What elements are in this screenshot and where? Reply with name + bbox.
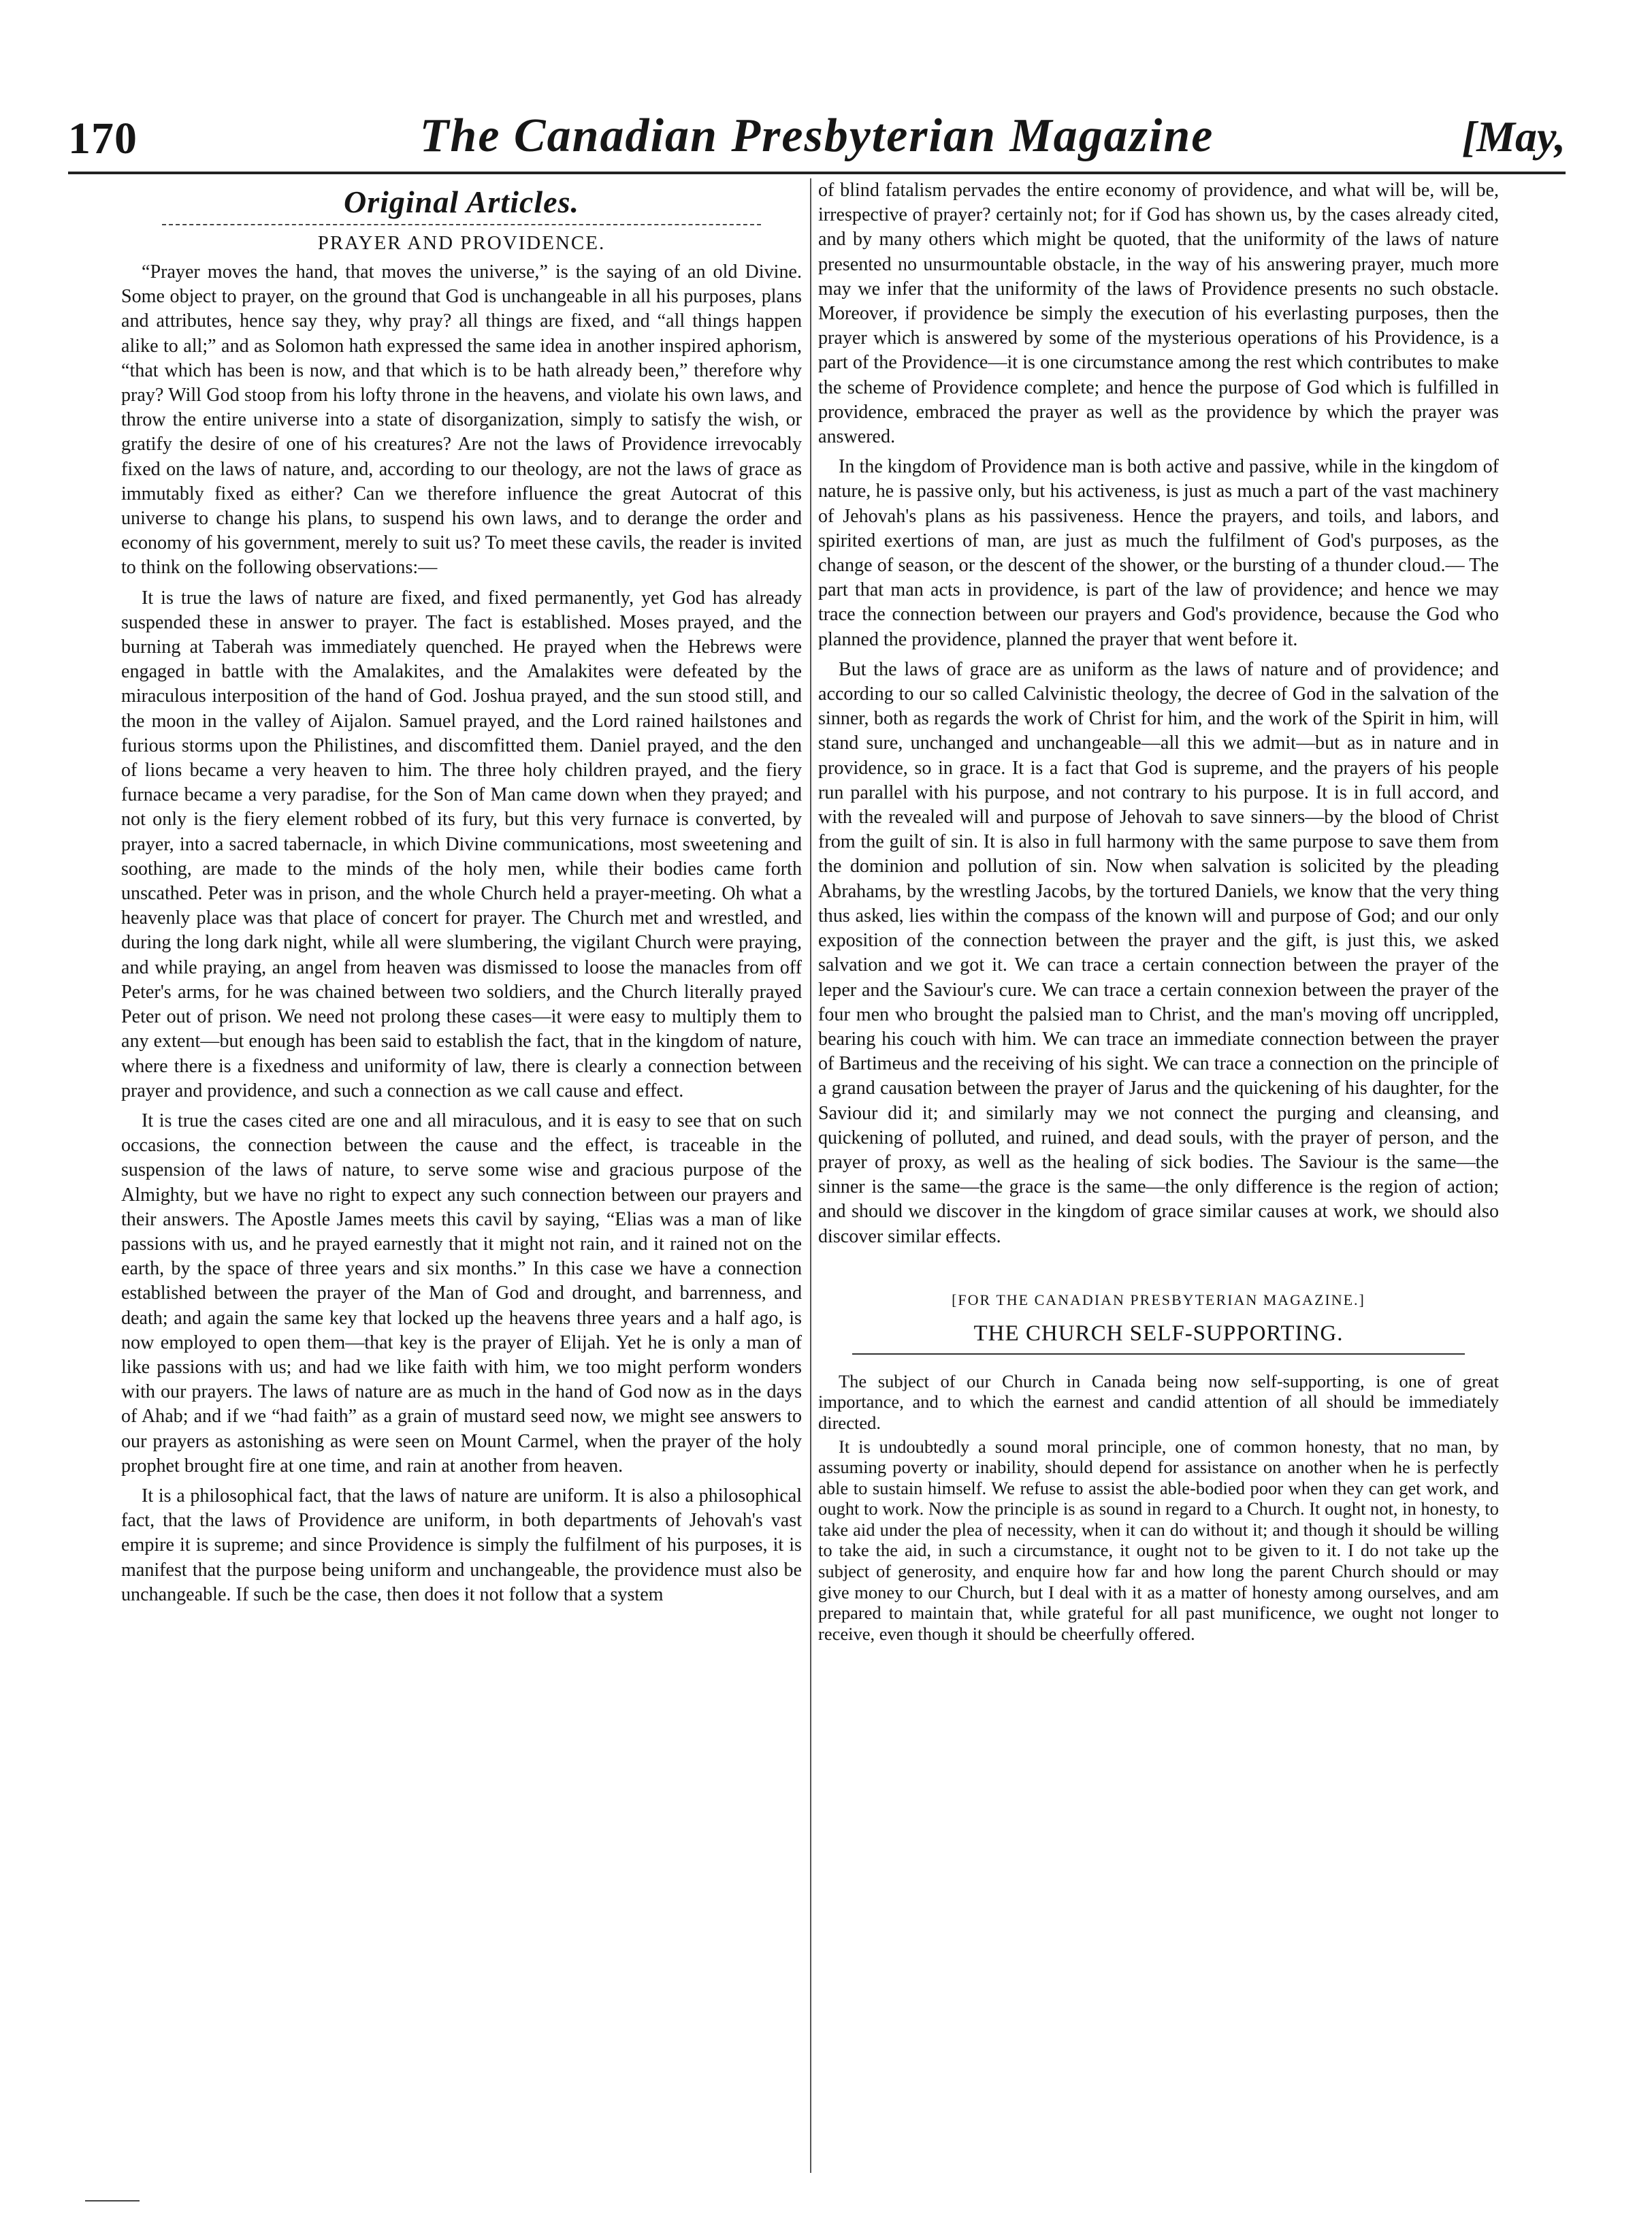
column-divider bbox=[810, 178, 811, 2173]
article-title: THE CHURCH SELF-SUPPORTING. bbox=[973, 1321, 1344, 1346]
article-paragraph: In the kingdom of Providence man is both active and passive, while in the kingdom of nature, he is passive only, but his activeness, is just as much a part of the vast machinery of Jehovah's plans as his passiveness. Hence the prayers, and toils, and labors, and spirited exertions of man, are just as much the fulfilment of God's purposes, as the change of season, or the descent of the shower, or the bursting of a thunder cloud.— The part that man acts in providence, is part of the law of providence; and hence we may trace the connection between our prayers and God's providence, because the God who planned the providence, planned the prayer that went before it. bbox=[818, 456, 1499, 650]
article-paragraph: But the laws of grace are as uniform as the laws of nature and of providence; and according to our so called Calvinistic theology, the decree of God in the salvation of the sinner, both as regards the work of Christ for him, and the work of the Spirit in him, will stand sure, unchanged and unchangeable—all this we admit—but as in nature and in providence, so in grace. It is a fact that God is supreme, and the prayers of his people run parallel with his purpose, and not contrary to his purpose. It is in full accord, and with the revealed will and purpose of Jehovah to save sinners—by the blood of Christ from the guilt of sin. It is also in full harmony with the same purpose to save them from the dominion and pollution of sin. Now when salvation is solicited by the pleading Abrahams, by the wrestling Jacobs, by the tortured Daniels, we know that the very thing thus asked, lies within the compass of the known will and purpose of God; and our only exposition of the connection between the prayer and the gift, is just this, we asked salvation and we got it. We can trace a certain connection between the prayer of the leper and the Saviour's cure. We can trace a certain connexion between the prayer of the four men who brought the palsied man to Christ, and the man's moving off uncrippled, bearing his couch with him. We can trace an immediate connection between the prayer of Bartimeus and the receiving of his sight. We can trace a connection on the principle of a grand causation between the prayer of Jarus and the quickening of his daughter, for the Saviour did it; and similarly may we not connect the purging and cleansing, and quickening of polluted, and ruined, and dead souls, with the prayer of person, and the prayer of proxy, as well as the healing of sick bodies. The Saviour is the same—the sinner is the same—the grace is the same—the only difference is the region of action; and should we discover in the kingdom of grace similar causes at work, we should also discover similar effects. bbox=[818, 658, 1499, 1247]
footer-mark bbox=[85, 2200, 140, 2201]
page-header bbox=[68, 109, 1566, 170]
title-rule bbox=[852, 1353, 1465, 1355]
article-paragraph: of blind fatalism pervades the entire economy of providence, and what will be, will be, irrespective of prayer? certainly not; for if God has shown us, by the cases already cited, and by many others which might be quoted, that the uniformity of the laws of nature presented no unsurmountable obstacle, in the way of his answering prayer, much more may we infer that the uniformity of the laws of Providence presents no such obstacle. Moreover, if providence be simply the execution of his everlasting purposes, then the prayer which is answered by some of the mysterious operations of his Providence, is a part of the Providence—it is one circumstance among the rest which contributes to make the scheme of Providence complete; and hence the purpose of God which is fulfilled in providence, embraced the prayer as well as the providence by which the prayer was answered. bbox=[818, 180, 1499, 448]
header-rule bbox=[68, 172, 1566, 174]
page-number: 170 bbox=[68, 114, 137, 163]
article-title: PRAYER AND PROVIDENCE. bbox=[317, 232, 606, 254]
article-paragraph: It is true the cases cited are one and all miraculous, and it is easy to see that on such occasions, the connection between the cause and the effect, is traceable in the suspension of the laws of nature, to serve some wise and gracious purpose of the Almighty, but we have no right to expect any such connection between our prayers and their answers. The Apostle James meets this cavil by saying, “Elias was a man of like passions with us, and he prayed earnestly that it might not rain, and it rained not on the earth, by the space of three years and six months.” In this case we have a connection established between the prayer of the Man of God and drought, and barrenness, and death; and again the same key that locked up the heavens three years and a half ago, is now employed to open them—that key is the prayer of Elijah. Yet he is only a man of like passions with us; and had we like faith with him, we too might perform wonders with our prayers. The laws of nature are as much in the hand of God now as in the days of Ahab; and if we “had faith” as a grain of mustard seed now, we might see answers to our prayers as astonishing as were seen on Mount Carmel, when the prayer of the holy prophet brought fire at one time, and rain at another from heaven. bbox=[121, 1110, 802, 1477]
section-heading: Original Articles. bbox=[344, 184, 579, 219]
right-column bbox=[818, 178, 1499, 1647]
article-credit: [FOR THE CANADIAN PRESBYTERIAN MAGAZINE.] bbox=[952, 1291, 1365, 1308]
article-paragraph: The subject of our Church in Canada being now self-supporting, is one of great importance, and to which the earnest and candid attention of all should be immediately directed. bbox=[818, 1370, 1499, 1433]
article-paragraph: It is a philosophical fact, that the laws of nature are uniform. It is also a philosophical fact, that the laws of Providence are uniform, in both departments of Jehovah's vast empire it is supreme; and since Providence is simply the fulfilment of his purposes, it is manifest that the purpose being uniform and unchangeable, the providence must also be unchangeable. If such be the case, then does it not follow that a system bbox=[121, 1485, 802, 1605]
issue-month: [May, bbox=[1461, 112, 1566, 161]
article-paragraph: It is undoubtedly a sound moral principle, one of common honesty, that no man, by assuming poverty or inability, should depend for assistance on another when he is perfectly able to sustain himself. We refuse to assist the able-bodied poor when they can get work, and ought to work. Now the principle is as sound in regard to a Church. It ought not, in honesty, to take aid under the plea of necessity, when it can do without it; and though it should be willing to take the aid, in such a circumstance, it ought not to be given to it. I do not take up the subject of generosity, and enquire how far and how long the parent Church should or may give money to our Church, but I deal with it as a matter of honesty among ourselves, and am prepared to maintain that, while grateful for all past munificence, we ought not longer to receive, even though it should be cheerfully offered. bbox=[818, 1436, 1499, 1644]
article-paragraph: It is true the laws of nature are fixed, and fixed permanently, yet God has already suspended these in answer to prayer. The fact is established. Moses prayed, and the burning at Taberah was immediately quenched. He prayed when the Hebrews were engaged in battle with the Amalakites, and the Amalakites were defeated by the miraculous interposition of the hand of God. Joshua prayed, and the sun stood still, and the moon in the valley of Aijalon. Samuel prayed, and the Lord rained hailstones and furious storms upon the Philistines, and discomfitted them. Daniel prayed, and the den of lions became a very heaven to him. The three holy children prayed, and the fiery furnace became a very paradise, for the Son of Man came down when they prayed; and not only is the fiery element robbed of its fury, but this very furnace is converted, by prayer, into a sacred tabernacle, in which Divine communications, most sweetening and soothing, are made to the minds of the holy men, while their bodies came forth unscathed. Peter was in prison, and the whole Church held a prayer-meeting. Oh what a heavenly place was that place of concert for prayer. The Church met and wrestled, and during the long dark night, while all were slumbering, the vigilant Church were praying, and while praying, an angel from heaven was dismissed to loose the manacles from off Peter's arms, for he was chained between two soldiers, and the Church literally prayed Peter out of prison. We need not prolong these cases—it were easy to multiply them to any extent—but enough has been said to establish the fact, that in the kingdom of nature, where there is a fixedness and uniformity of law, there is clearly a connection between prayer and providence, and such a connection as we call cause and effect. bbox=[121, 587, 802, 1101]
magazine-title: The Canadian Presbyterian Magazine bbox=[419, 110, 1214, 162]
article-paragraph: “Prayer moves the hand, that moves the universe,” is the saying of an old Divine. Some object to prayer, on the ground that God is unchangeable in all his purposes, plans and attributes, hence say they, why pray? all things are fixed, and “all things happen alike to all;” and as Solomon hath expressed the same idea in another inspired aphorism, “that which has been is now, and that which is to be hath already been,” therefore why pray? Will God stoop from his lofty throne in the heavens, and violate his own laws, and throw the entire universe into a state of disorganization, simply to satisfy the wish, or gratify the desire of one of his creatures? Are not the laws of Providence irrevocably fixed on the laws of nature, and, according to our theology, are not the laws of grace as immutably fixed as either? Can we therefore influence the great Autocrat of this universe to change his plans, to suspend his own laws, and to derange the order and economy of his government, merely to suit us? To meet these cavils, the reader is invited to think on the following observations:— bbox=[121, 261, 802, 579]
left-column bbox=[121, 178, 802, 1613]
section-rule bbox=[162, 224, 761, 225]
